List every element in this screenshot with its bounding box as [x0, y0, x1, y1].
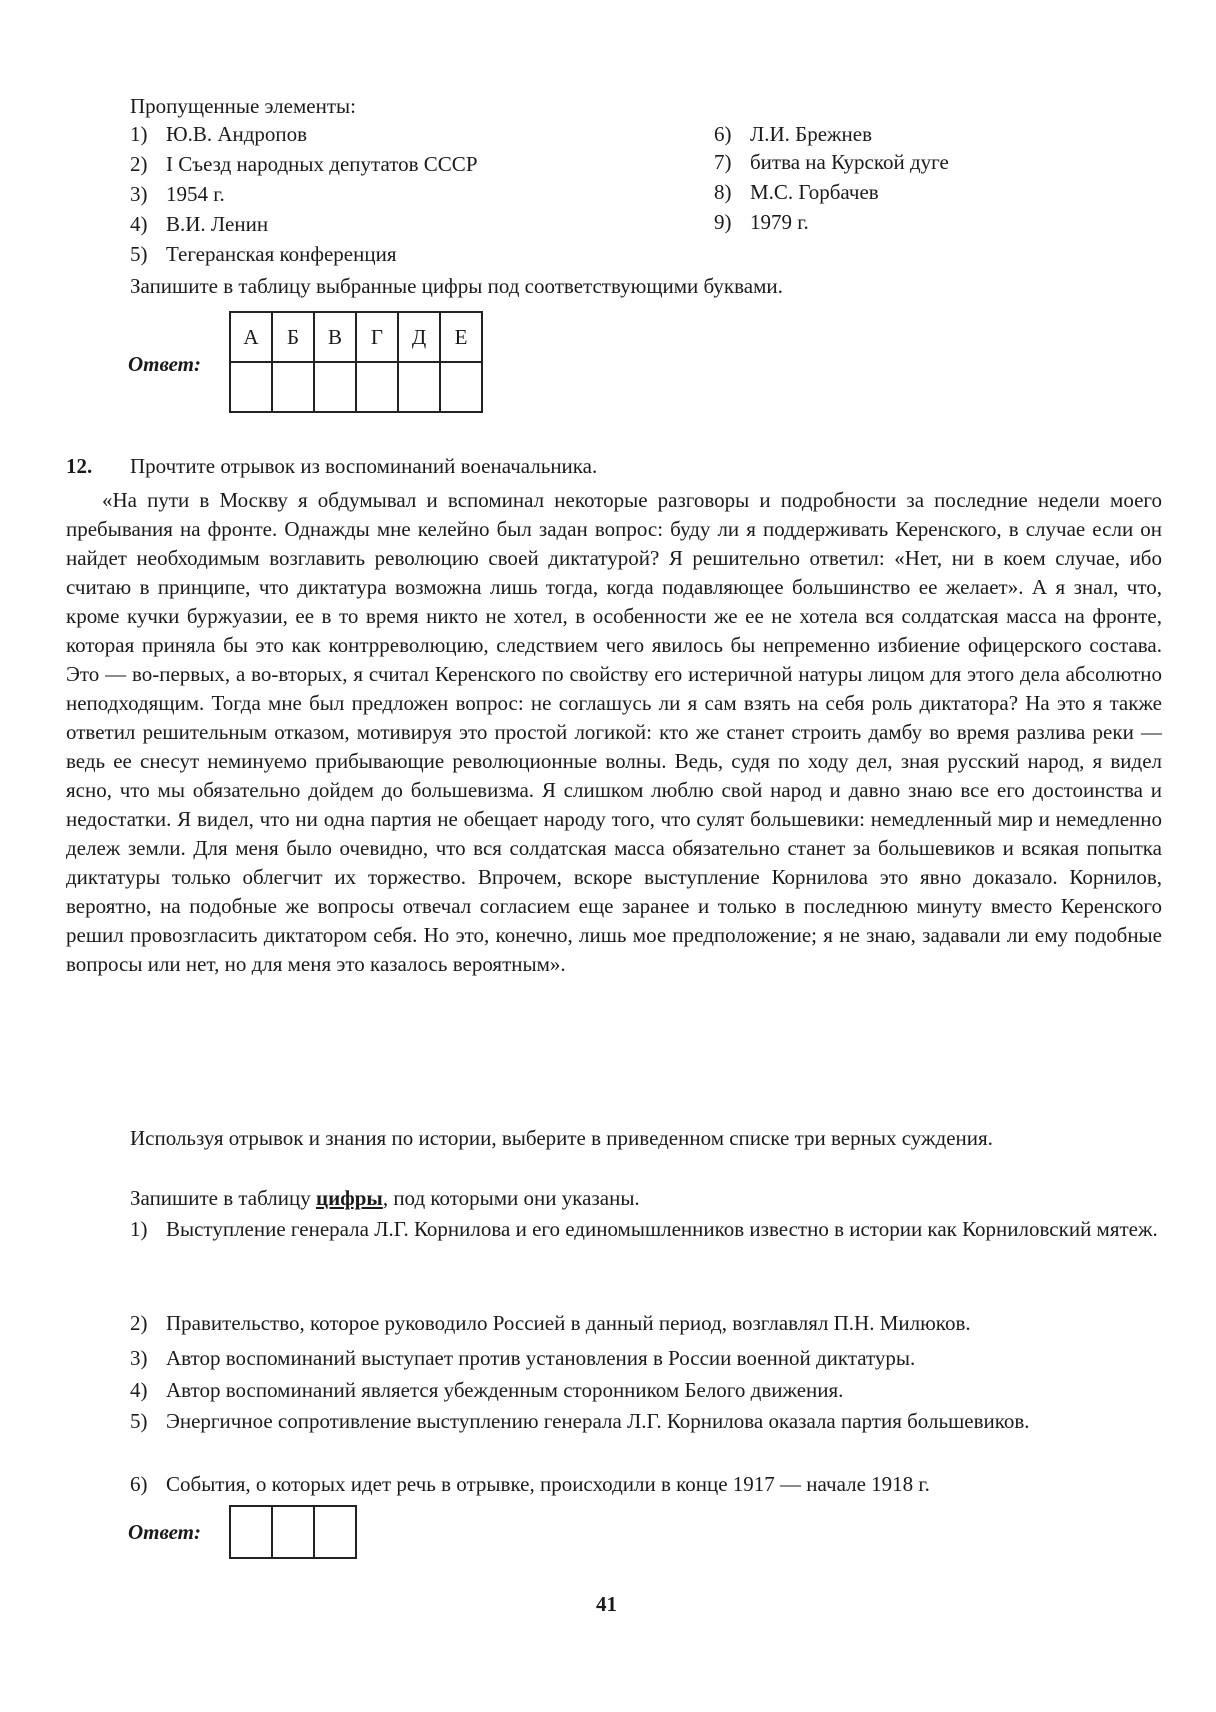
answer-cell[interactable]: [230, 362, 272, 412]
answer-label: Ответ:: [128, 1520, 201, 1544]
list-item: 7) битва на Курской дуге: [714, 150, 949, 174]
letter-cell: А: [230, 312, 272, 362]
answer-label: Ответ:: [128, 352, 201, 376]
answer-cell[interactable]: [398, 362, 440, 412]
statement-item: 5) Энергичное сопротивление выступлению генерала Л.Г. Корнилова оказала партия большевиков.: [130, 1409, 1030, 1433]
statement-item: 1) Выступление генерала Л.Г. Корнилова и его единомышленников известно в истории как Корниловский мятеж.: [130, 1217, 1158, 1241]
task-prompt: Прочтите отрывок из воспоминаний военачальника.: [130, 454, 598, 478]
list-item: 8) М.С. Горбачев: [714, 180, 879, 204]
statement-item: 3) Автор воспоминаний выступает против установления в России военной диктатуры.: [130, 1346, 916, 1370]
answer-cell[interactable]: [314, 1506, 356, 1558]
list-item: 3) 1954 г.: [130, 182, 225, 206]
answer-cell[interactable]: [440, 362, 482, 412]
excerpt-paragraph: «На пути в Москву я обдумывал и вспоминал некоторые разговоры и подробности за последние недели моего пребывания на фронте. Однажды мне келейно был задан вопрос: буду ли я поддерживать Керенского, в случае если он найдет необходимым возглавить революцию своей диктатурой? Я решительно ответил: «Нет, ни в коем случае, ибо считаю в принципе, что диктатура возможна лишь тогда, когда подавляющее большинство ее желает». А я знал, что, кроме кучки буржуазии, ее в то время никто не хотел, в особенности же ее не хотела вся солдатская масса на фронте, которая приняла бы это как контрреволюцию, следствием чего явилось бы непременно избиение офицерского состава. Это — во-первых, а во-вторых, я считал Керенского по свойству его истеричной натуры лицом для этого дела абсолютно неподходящим. Тогда мне был предложен вопрос: не соглашусь ли я сам взять на себя роль диктатора? На это я также ответил решительным отказом, мотивируя это простой логикой: кто же станет строить дамбу во время разлива реки — ведь ее снесут неминуемо прибывающие революционные волны. Ведь, судя по ходу дел, зная русский народ, я видел ясно, что мы обязательно дойдем до большевизма. Я слишком люблю свой народ и давно знаю все его достоинства и недостатки. Я видел, что ни одна партия не обещает народу того, что сулят большевики: немедленный мир и немедленно дележ земли. Для меня было очевидно, что вся солдатская масса обязательно станет за большевиков и всякая попытка диктатуры только облегчит их торжество. Впрочем, вскоре выступление Корнилова это явно доказало. Корнилов, вероятно, на подобные же вопросы отвечал согласием еще заранее и только в последнюю минуту вместо Керенского решил провозгласить диктатором себя. Но это, конечно, лишь мое предположение; я не знаю, задавали ли ему подобные вопросы или нет, но для меня это казалось вероятным».: [66, 488, 1162, 976]
instruction-text: Используя отрывок и знания по истории, выберите в приведенном списке три верных суждения.: [130, 1126, 993, 1150]
answer-table-digits: [229, 1505, 357, 1559]
instruction-text: Запишите в таблицу цифры, под которыми они указаны.: [130, 1186, 640, 1210]
statement-item: 4) Автор воспоминаний является убежденным сторонником Белого движения.: [130, 1378, 844, 1402]
list-item: 2) I Съезд народных депутатов СССР: [130, 152, 478, 176]
list-item: 5) Тегеранская конференция: [130, 242, 397, 266]
letter-cell: Б: [272, 312, 314, 362]
answer-cell[interactable]: [356, 362, 398, 412]
letter-cell: Д: [398, 312, 440, 362]
list-item: 1) Ю.В. Андропов: [130, 122, 308, 146]
letter-cell: В: [314, 312, 356, 362]
instruction-text: Запишите в таблицу выбранные цифры под соответствующими буквами.: [130, 274, 783, 298]
letter-cell: Г: [356, 312, 398, 362]
missing-elements-title: Пропущенные элементы:: [130, 94, 356, 118]
answer-cell[interactable]: [272, 1506, 314, 1558]
answer-cell[interactable]: [314, 362, 356, 412]
task-number: 12.: [66, 454, 93, 478]
letter-cell: Е: [440, 312, 482, 362]
page-number: 41: [596, 1592, 617, 1616]
statement-item: 2) Правительство, которое руководило Россией в данный период, возглавлял П.Н. Милюков.: [130, 1311, 971, 1335]
answer-cell[interactable]: [230, 1506, 272, 1558]
list-item: 6) Л.И. Брежнев: [714, 122, 873, 146]
answer-cell[interactable]: [272, 362, 314, 412]
statement-item: 6) События, о которых идет речь в отрывке, происходили в конце 1917 — начале 1918 г.: [130, 1472, 930, 1496]
list-item: 4) В.И. Ленин: [130, 212, 269, 236]
list-item: 9) 1979 г.: [714, 210, 809, 234]
answer-table-letters: [229, 311, 483, 413]
